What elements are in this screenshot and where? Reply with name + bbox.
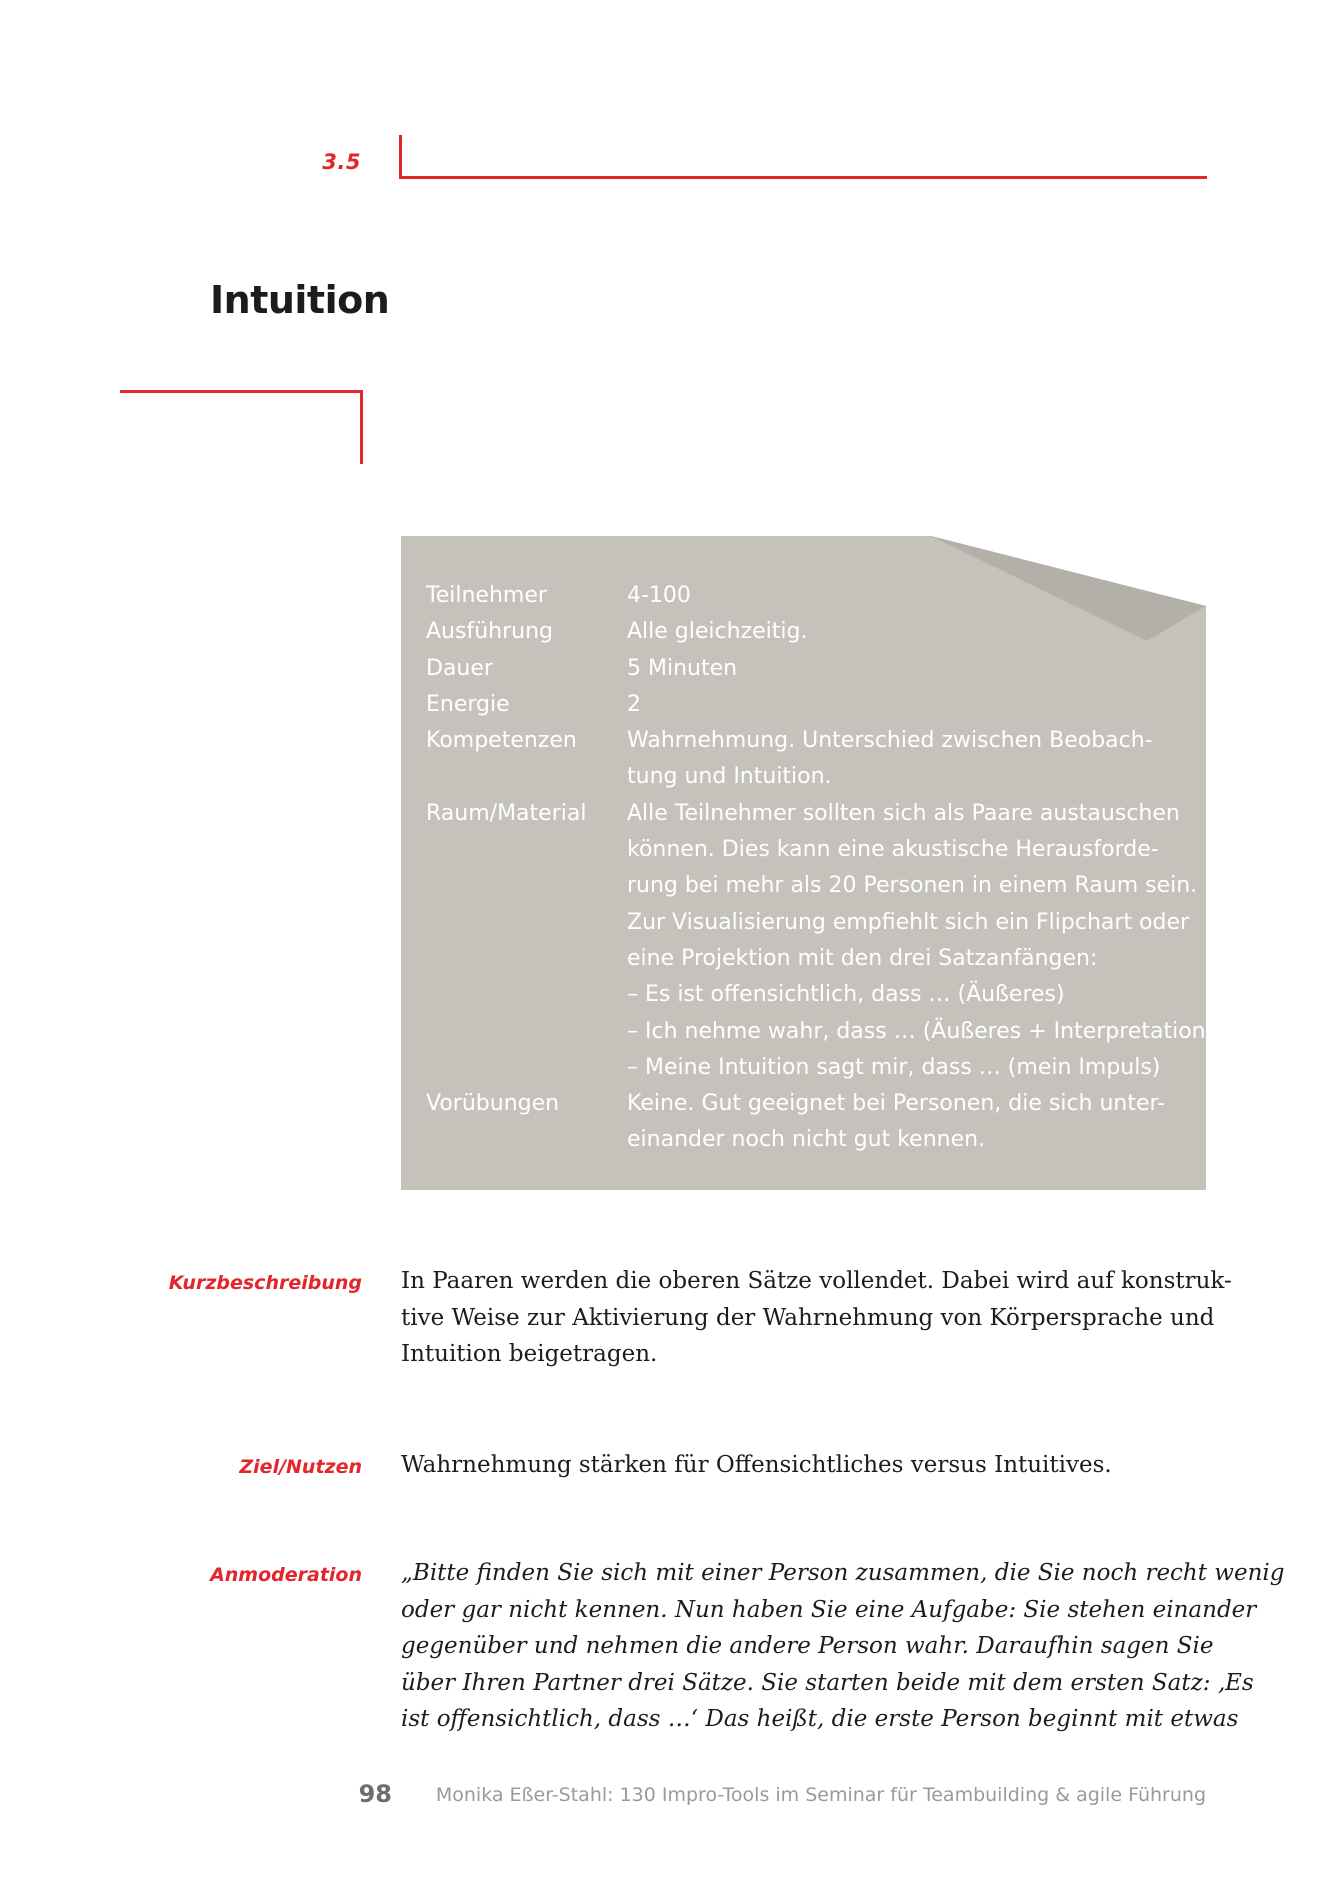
- info-value-line: einander noch nicht gut kennen.: [627, 1127, 986, 1153]
- info-value-line: Wahrnehmung. Unterschied zwischen Beobach-: [627, 728, 1153, 754]
- section-rule-vertical: [399, 135, 402, 179]
- text-line: gegenüber und nehmen die andere Person wahr. Daraufhin sagen Sie: [401, 1633, 1214, 1659]
- info-value-line: 5 Minuten: [627, 655, 738, 681]
- section-text: [401, 1447, 1211, 1484]
- info-value-line: – Ich nehme wahr, dass … (Äußeres + Interpretation): [627, 1018, 1215, 1044]
- info-box: [401, 536, 1215, 1190]
- info-value: [627, 796, 1215, 1086]
- info-value-line: Alle Teilnehmer sollten sich als Paare austauschen: [627, 800, 1180, 826]
- section-label: Anmoderation: [210, 1564, 362, 1586]
- info-value-line: 2: [627, 691, 641, 717]
- text-line: Intuition beigetragen.: [401, 1341, 658, 1367]
- info-label: Teilnehmer: [426, 583, 547, 608]
- text-line: In Paaren werden die oberen Sätze vollendet. Dabei wird auf konstruk-: [401, 1268, 1232, 1294]
- info-value-line: – Meine Intuition sagt mir, dass … (mein Impuls): [627, 1054, 1161, 1080]
- book-reference: Monika Eßer-Stahl: 130 Impro-Tools im Seminar für Teambuilding & agile Führung: [435, 1784, 1206, 1806]
- section-number: 3.5: [322, 150, 361, 174]
- info-value-line: – Es ist offensichtlich, dass … (Äußeres): [627, 982, 1065, 1008]
- text-line: oder gar nicht kennen. Nun haben Sie eine Aufgabe: Sie stehen einander: [401, 1596, 1257, 1623]
- text-line: ist offensichtlich, dass …‘ Das heißt, die erste Person beginnt mit etwas: [401, 1706, 1239, 1732]
- info-label: Ausführung: [426, 619, 553, 645]
- info-label: Vorübungen: [426, 1091, 560, 1117]
- section-text: [401, 1555, 1285, 1738]
- title-rule-horizontal: [120, 390, 363, 393]
- info-value: [627, 651, 1202, 687]
- info-value-line: rung bei mehr als 20 Personen in einem Raum sein.: [627, 873, 1198, 899]
- chapter-title: Intuition: [210, 278, 390, 322]
- text-line: tive Weise zur Aktivierung der Wahrnehmung von Körpersprache und: [401, 1304, 1215, 1331]
- page-number: 98: [358, 1780, 392, 1808]
- title-rule-vertical: [360, 390, 363, 464]
- info-label: Raum/Material: [426, 800, 587, 826]
- info-value-line: eine Projektion mit den drei Satzanfängen:: [627, 945, 1098, 971]
- section-rule-horizontal: [399, 176, 1207, 179]
- info-value-line: Alle gleichzeitig.: [627, 619, 808, 645]
- info-value-line: Zur Visualisierung empfiehlt sich ein Flipchart oder: [627, 909, 1190, 935]
- info-value: [627, 614, 1202, 650]
- info-value-line: können. Dies kann eine akustische Herausforde-: [627, 837, 1159, 863]
- info-value: [627, 687, 1202, 723]
- info-value-line: Keine. Gut geeignet bei Personen, die sich unter-: [627, 1091, 1166, 1117]
- info-value-line: 4-100: [627, 583, 691, 608]
- text-line: Wahrnehmung stärken für Offensichtliches versus Intuitives.: [401, 1452, 1112, 1478]
- info-label: Kompetenzen: [426, 728, 577, 754]
- info-value: [627, 1086, 1202, 1159]
- section-text: [401, 1263, 1232, 1373]
- info-value: [627, 578, 1202, 614]
- text-line: „Bitte finden Sie sich mit einer Person zusammen, die Sie noch recht wenig: [401, 1560, 1285, 1586]
- text-line: über Ihren Partner drei Sätze. Sie starten beide mit dem ersten Satz: ‚Es: [401, 1669, 1254, 1696]
- info-label: Dauer: [426, 655, 493, 681]
- info-value-line: tung und Intuition.: [627, 764, 832, 790]
- section-label: Kurzbeschreibung: [168, 1272, 362, 1294]
- info-value: [627, 723, 1202, 796]
- info-label: Energie: [426, 691, 510, 717]
- section-label: Ziel/Nutzen: [239, 1456, 362, 1478]
